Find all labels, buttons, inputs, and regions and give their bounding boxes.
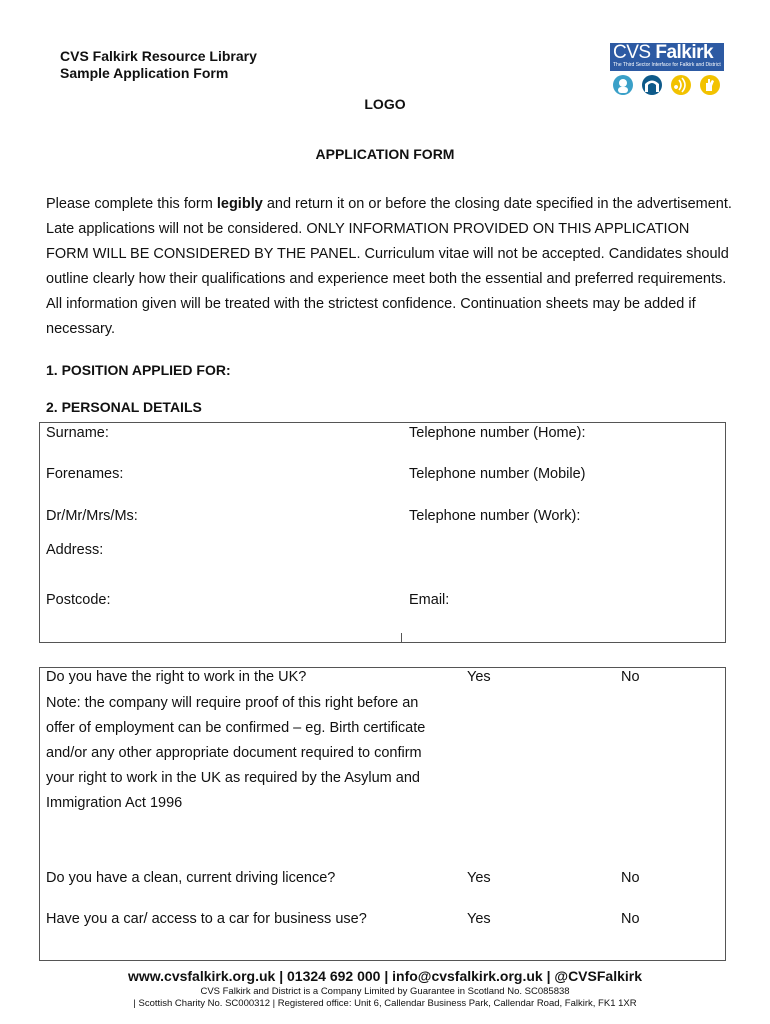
email-label: Email:	[409, 592, 450, 608]
intro-paragraph	[46, 192, 736, 342]
logo-name-bold: Falkirk	[655, 42, 714, 63]
tel-work-label: Telephone number (Work):	[409, 508, 581, 524]
title-label: Dr/Mr/Mrs/Ms:	[46, 508, 138, 524]
form-title: APPLICATION FORM	[315, 146, 455, 162]
header-line-1: CVS Falkirk Resource Library	[60, 48, 257, 64]
right-to-work-yes: Yes	[467, 669, 491, 685]
footer-charity: | Scottish Charity No. SC000312 | Registered office: Unit 6, Callendar Business Park, Callendar Road, Falkirk, FK1 1XR	[133, 998, 637, 1009]
document-header	[60, 48, 257, 82]
personal-details-box	[39, 422, 726, 643]
logo-tagline: The Third Sector Interface for Falkirk and District	[613, 62, 721, 68]
logo-name-light: CVS	[613, 42, 656, 63]
tel-home-label: Telephone number (Home):	[409, 425, 586, 441]
surname-label: Surname:	[46, 425, 109, 441]
footer-contact: www.cvsfalkirk.org.uk | 01324 692 000 | info@cvsfalkirk.org.uk | @CVSFalkirk	[128, 968, 642, 984]
right-to-work-note: Note: the company will require proof of this right before an offer of employment can be confirmed – eg. Birth certificate and/or any other appropriate document required to confirm your right to work in the UK as required by the Asylum and Immigration Act 1996	[46, 695, 426, 811]
section-personal-details: 2. PERSONAL DETAILS	[46, 399, 202, 415]
driving-licence-question: Do you have a clean, current driving licence?	[46, 870, 336, 886]
header-line-2: Sample Application Form	[60, 65, 229, 81]
car-access-yes: Yes	[467, 911, 491, 927]
driving-licence-yes: Yes	[467, 870, 491, 886]
arch-icon	[642, 75, 662, 95]
car-access-no: No	[621, 911, 640, 927]
logo-placeholder: LOGO	[364, 96, 406, 112]
logo-icons	[612, 74, 724, 96]
sound-icon	[671, 75, 691, 95]
right-to-work-no: No	[621, 669, 640, 685]
car-access-question: Have you a car/ access to a car for business use?	[46, 911, 367, 927]
intro-text-1: Please complete this form	[46, 196, 217, 212]
box-divider	[401, 633, 402, 643]
right-to-work-question: Do you have the right to work in the UK?	[46, 669, 307, 685]
footer-company: CVS Falkirk and District is a Company Limited by Guarantee in Scotland No. SC085838	[200, 986, 570, 997]
section-position-applied: 1. POSITION APPLIED FOR:	[46, 362, 231, 378]
driving-licence-no: No	[621, 870, 640, 886]
person-icon	[613, 75, 633, 95]
hand-icon	[700, 75, 720, 95]
address-label: Address:	[46, 542, 104, 558]
postcode-label: Postcode:	[46, 592, 111, 608]
forenames-label: Forenames:	[46, 466, 124, 482]
intro-text-2: and return it on or before the closing date specified in the advertisement. Late applications will not be considered. ONLY INFORMATION PROVIDED ON THIS APPLICATION FORM WILL BE CONSIDERED BY THE PANEL. Curriculum vitae will not be accepted. Candidates should outline clearly how their qualifications and experience meet both the essential and preferred requirements. All information given will be treated with the strictest confidence. Continuation sheets may be added if necessary.	[46, 196, 732, 337]
tel-mobile-label: Telephone number (Mobile)	[409, 466, 586, 482]
intro-bold: legibly	[216, 196, 263, 212]
cvs-falkirk-logo	[610, 43, 724, 71]
